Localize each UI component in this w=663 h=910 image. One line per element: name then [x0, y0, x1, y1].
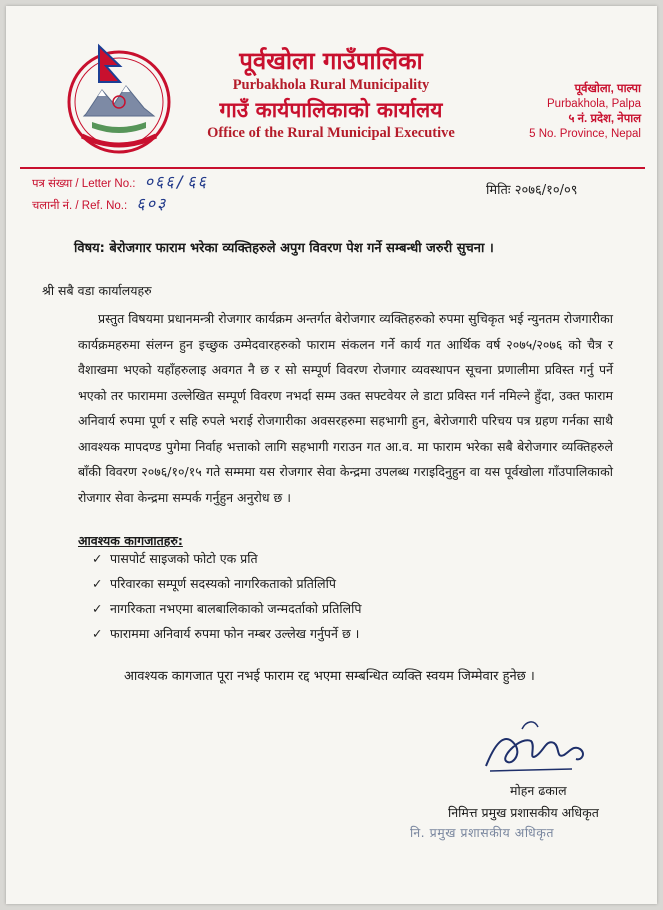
date-line	[486, 180, 578, 198]
subject-label: विषय:	[74, 241, 105, 256]
list-item-text: नागरिकता नभएमा बालबालिकाको जन्मदर्ताको प्रतिलिपि	[110, 601, 362, 616]
date-value: २०७६/१०/०९	[514, 183, 578, 198]
documents-list	[92, 546, 361, 646]
checkmark-icon: ✓	[92, 601, 103, 616]
office-name-nepali: गाउँ कार्यपालिकाको कार्यालय	[219, 97, 443, 122]
signer-name: मोहन ढकाल	[510, 783, 567, 798]
list-item	[92, 596, 361, 621]
letter-no-label: पत्र संख्या / Letter No.:	[32, 178, 136, 190]
list-item	[92, 546, 361, 571]
date-label: मितिः	[486, 183, 511, 198]
address-english: Purbakhola, Palpa	[547, 98, 641, 110]
official-stamp: नि. प्रमुख प्रशासकीय अधिकृत	[410, 825, 554, 840]
ref-no-value: ६०३	[136, 194, 168, 213]
ref-no-label: चलानी नं. / Ref. No.:	[32, 200, 128, 212]
province-english: 5 No. Province, Nepal	[529, 128, 641, 140]
list-item-text: परिवारका सम्पूर्ण सदस्यको नागरिकताको प्रतिलिपि	[110, 576, 336, 591]
documents-heading: आवश्यक कागजातहरु:	[78, 533, 183, 548]
letter-page	[6, 6, 657, 904]
checkmark-icon: ✓	[92, 551, 103, 566]
municipality-name-nepali: पूर्वखोला गाउँपालिका	[239, 46, 423, 75]
address-nepali: पूर्वखोला, पाल्पा	[574, 83, 641, 95]
header-divider	[20, 167, 645, 169]
checkmark-icon: ✓	[92, 576, 103, 591]
closing-note: आवश्यक कागजात पूरा नभई फाराम रद्द भएमा सम्बन्धित व्यक्ति स्वयम जिम्मेवार हुनेछ ।	[124, 669, 535, 684]
checkmark-icon: ✓	[92, 626, 103, 641]
municipality-name-english: Purbakhola Rural Municipality	[232, 77, 430, 93]
body-paragraph: प्रस्तुत विषयमा प्रधानमन्त्री रोजगार कार्यक्रम अन्तर्गत बेरोजगार व्यक्तिहरुको रुपमा सुचिकृत भई न्युनतम रोजगारीका कार्यक्रमहरुमा संलग्न हुन इच्छुक उम्मेदवारहरुको फाराम संकलन गर्ने कार्य गत आर्थिक वर्ष २०७५/२०७६ को चैत्र र वैशाखमा भएको यहाँहरुलाइ अवगत नै छ र सो सम्पूर्ण विवरण रोजगार व्यवस्थापन सूचना प्रणालीमा प्रविस्त गर्नु पर्ने भएको तर फाराममा उल्लेखित सम्पूर्ण विवरण नभर्दा सम्म उक्त सफ्टवेयर ले डाटा प्रविस्त गर्न नमिल्ने हुँदा, उक्त फाराम अनिवार्य रुपमा पूर्ण र सहि रुपले भराई रोजगारीका अवसरहरुमा सहभागी हुन, बेरोजगारी परिचय पत्र ग्रहण गर्नका साथै आवश्यक मापदण्ड पुगेमा निर्वाह भत्ताको लागि सहभागी गराउन गत आ.व. मा फाराम भरेका सबै बेरोजगार व्यक्तिहरुले बाँकी विवरण २०७६/१०/१५ गते सम्ममा यस रोजगार सेवा केन्द्रमा उपलब्ध गराइदिनुहुन वा यस पूर्वखोला गाँउपालिकाको रोजगार सेवा केन्द्रमा सम्पर्क गर्नुहुन अनुरोध छ ।	[78, 311, 613, 505]
office-name-english: Office of the Rural Municipal Executive	[207, 125, 455, 141]
province-nepali: ५ नं. प्रदेश, नेपाल	[568, 113, 641, 125]
handwritten-signature	[476, 711, 596, 781]
subject-text: बेरोजगार फाराम भरेका व्यक्तिहरुले अपुग विवरण पेश गर्ने सम्बन्धी जरुरी सुचना ।	[109, 241, 494, 256]
reference-block	[32, 172, 208, 216]
subject-line	[74, 238, 494, 256]
list-item-text: फाराममा अनिवार्य रुपमा फोन नम्बर उल्लेख गर्नुपर्ने छ ।	[110, 626, 360, 641]
letter-no-value: ०६६/६६	[144, 172, 208, 191]
signer-designation: निमित्त प्रमुख प्रशासकीय अधिकृत	[448, 805, 599, 820]
nepal-emblem-icon	[64, 36, 174, 160]
list-item	[92, 621, 361, 646]
list-item	[92, 571, 361, 596]
addressee: श्री सबै वडा कार्यालयहरु	[42, 283, 152, 298]
letterhead	[181, 46, 481, 142]
letterhead-address	[529, 82, 641, 142]
list-item-text: पासपोर्ट साइजको फोटो एक प्रति	[110, 551, 258, 566]
